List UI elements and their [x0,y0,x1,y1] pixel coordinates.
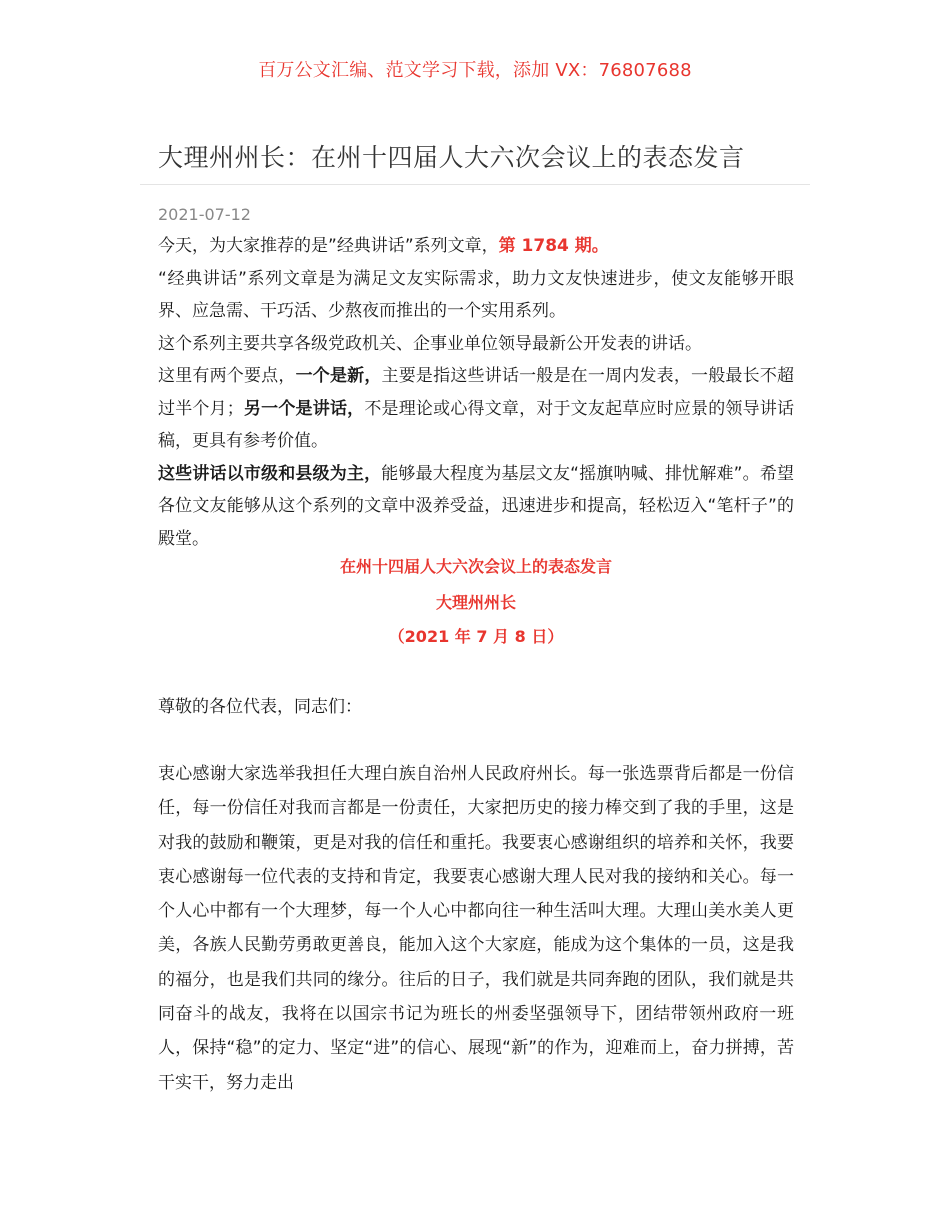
title-divider [140,184,810,185]
speech-body: 衷心感谢大家选举我担任大理白族自治州人民政府州长。每一张选票背后都是一份信任，每一份信任对我而言都是一份责任，大家把历史的接力棒交到了我的手里，这是对我的鼓励和鞭策，更是对我的信任和重托。我要衷心感谢组织的培养和关怀，我要衷心感谢每一位代表的支持和肯定，我要衷心感谢大理人民对我的接纳和关心。每一个人心中都有一个大理梦，每一个人心中都向往一种生活叫大理。大理山美水美人更美，各族人民勤劳勇敢更善良，能加入这个大家庭，能成为这个集体的一员，这是我的福分，也是我们共同的缘分。往后的日子，我们就是共同奔跑的团队，我们就是共同奋斗的战友，我将在以国宗书记为班长的州委坚强领导下，团结带领州政府一班人，保持“稳”的定力、坚定“进”的信心、展现“新”的作为，迎难而上，奋力拼搏，苦干实干，努力走出 [158,764,794,1093]
speech-speaker: 大理州州长 [435,593,516,612]
series-name: 经典讲话 [336,236,405,256]
intro-paragraph-3: 这个系列主要共享各级党政机关、企事业单位领导最新公开发表的讲话。 [158,333,702,354]
key-point-2: 另一个是讲话， [243,398,365,419]
key-point-1: 一个是新， [295,366,382,386]
speech-heading: 在州十四届人大六次会议上的表态发言 [339,557,612,576]
speech-salutation: 尊敬的各位代表，同志们： [158,697,362,717]
intro-paragraph-4: 这里有两个要点，一个是新，主要是指这些讲话一般是在一周内发表，一般最长不超过半个月；另一个是讲话，不是理论或心得文章，对于文友起草应时应景的领导讲话稿，更具有参考价值。 [158,366,795,451]
issue-number: 第 1784 期。 [498,236,609,256]
intro-paragraph-1: 今天，为大家推荐的是”经典讲话”系列文章，第 1784 期。 [158,236,609,256]
publish-date: 2021-07-12 [158,205,251,224]
page-title: 大理州州长：在州十四届人大六次会议上的表态发言 [158,143,745,172]
intro-paragraph-2: “经典讲话”系列文章是为满足文友实际需求，助力文友快速进步，使文友能够开眼界、应急需、干巧活、少熬夜而推出的一个实用系列。 [158,268,794,321]
series-intro [158,230,794,555]
download-banner: 百万公文汇编、范文学习下载，添加 VX：76807688 [258,60,692,81]
focus-statement: 这些讲话以市级和县级为主， [158,463,382,484]
speech-date: （2021 年 7 月 8 日） [388,627,564,646]
series-name: 经典讲话 [166,268,239,289]
intro-paragraph-5: 这些讲话以市级和县级为主，能够最大程度为基层文友“摇旗呐喊、排忧解难”。希望各位文友能够从这个系列的文章中汲养受益，迅速进步和提高，轻松迈入“笔杆子”的殿堂。 [158,463,794,549]
